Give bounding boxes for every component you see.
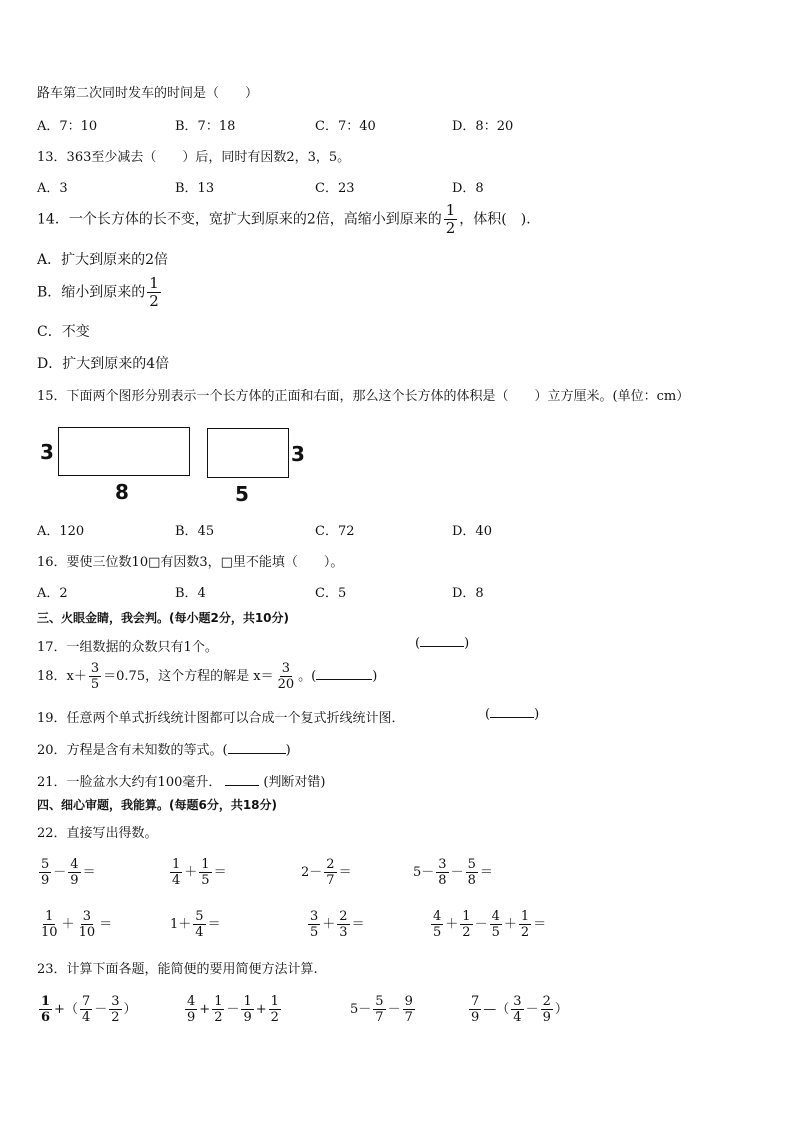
q12-option-d: D．8：20 [452,119,514,134]
q17-answer-blank[interactable]: ( ) [415,636,470,651]
q21-stem: 21．一脸盆水大约有100毫升． (判断对错) [37,775,326,790]
q15-stem: 15．下面两个图形分别表示一个长方体的正面和右面，那么这个长方体的体积是（ ）立方厘米。(单位：cm） [37,389,690,404]
q14-option-d: D．扩大到原来的4倍 [37,356,170,372]
q14-option-c: C．不变 [37,324,90,340]
q14-fraction: $\frac{1}{2}$ [445,201,456,237]
q23-expr-2: $\frac{4}{9}$ + $\frac{1}{2}$ － $\frac{1}{9}$ + $\frac{1}{2}$ [187,994,279,1025]
q15-front-height-label: 3 [40,440,54,464]
q22-expr-1: $\frac{5}{9}$ － $\frac{4}{9}$ ＝ [41,857,96,888]
q18-answer-blank[interactable] [316,679,372,680]
q23-expr-3: 5－ $\frac{5}{7}$ － $\frac{9}{7}$ [350,994,413,1025]
q15-side-face [207,428,289,478]
q15-option-b: B．45 [175,524,215,539]
q12-option-c: C．7：40 [315,119,376,134]
q20-stem: 20．方程是含有未知数的等式。( ) [37,743,291,758]
q18-fraction-1: $\frac{3}{5}$ [90,661,100,692]
q18-fraction-2: $\frac{3}{20}$ [277,661,295,692]
q22-expr-2: $\frac{1}{4}$ ＋ $\frac{1}{5}$ ＝ [172,857,227,888]
q15-option-c: C．72 [315,524,355,539]
q14-stem: 14．一个长方体的长不变，宽扩大到原来的2倍，高缩小到原来的 $\frac{1}{2}$ ，体积( ). [37,201,531,237]
q15-side-height-label: 3 [291,442,305,466]
q16-option-a: A．2 [37,586,68,601]
q16-option-c: C．5 [315,586,347,601]
q23-stem: 23．计算下面各题，能简便的要用简便方法计算. [37,962,318,977]
q15-option-a: A．120 [37,524,85,539]
q22-stem: 22．直接写出得数。 [37,826,158,841]
q19-answer-blank[interactable]: ( ) [485,707,540,722]
q13-option-c: C．23 [315,181,355,196]
q12-option-b: B．7：18 [175,119,236,134]
q23-expr-4: $\frac{7}{9}$ —（ $\frac{3}{4}$ － $\frac{2}{9}$ ） [471,994,568,1025]
q22-expr-4: 5－ $\frac{3}{8}$ － $\frac{5}{8}$ ＝ [413,857,493,888]
q14-option-b: B．缩小到原来的 $\frac{1}{2}$ [37,274,159,310]
q17-stem: 17．一组数据的众数只有1个。 [37,640,218,655]
q15-front-face [58,427,190,476]
q12-stem: 路车第二次同时发车的时间是（ ） [37,86,259,101]
q16-option-d: D．8 [452,586,484,601]
q13-option-d: D．8 [452,181,484,196]
q15-option-d: D．40 [452,524,492,539]
q14-option-a: A．扩大到原来的2倍 [37,252,169,268]
q19-stem: 19．任意两个单式折线统计图都可以合成一个复式折线统计图． [37,711,405,726]
q16-option-b: B．4 [175,586,206,601]
section-4-heading: 四、细心审题，我能算。(每题6分，共18分) [37,798,278,812]
q22-expr-7: $\frac{3}{5}$ ＋ $\frac{2}{3}$ ＝ [310,909,365,940]
q22-expr-6: 1＋ $\frac{5}{4}$ ＝ [170,909,221,940]
section-3-heading: 三、火眼金睛，我会判。(每小题2分，共10分) [37,611,290,625]
q16-stem: 16．要使三位数10□有因数3，□里不能填（ ）。 [37,555,344,570]
q13-option-b: B．13 [175,181,215,196]
q12-option-a: A．7：10 [37,119,98,134]
q20-answer-blank[interactable] [228,753,286,754]
q21-answer-blank[interactable] [225,785,259,786]
q22-expr-8: $\frac{4}{5}$ ＋ $\frac{1}{2}$ － $\frac{4}{5}$ ＋ $\frac{1}{2}$ ＝ [433,909,547,940]
q15-side-width-label: 5 [235,482,249,506]
q18-stem: 18．x＋ $\frac{3}{5}$ ＝0.75，这个方程的解是 x＝ $\frac{3}{20}$ 。( ) [37,661,378,692]
q23-expr-1: $\frac{1}{6}$ +（ $\frac{7}{4}$ － $\frac{3}{2}$ ） [41,994,137,1025]
q22-expr-5: $\frac{1}{10}$ ＋ $\frac{3}{10}$ ＝ [41,909,113,940]
q13-option-a: A．3 [37,181,68,196]
q14-option-b-fraction: $\frac{1}{2}$ [149,274,159,310]
q22-expr-3: 2－ $\frac{2}{7}$ ＝ [301,857,352,888]
q13-stem: 13．363至少减去（ ）后，同时有因数2，3，5。 [37,150,351,165]
q15-front-width-label: 8 [115,480,129,504]
